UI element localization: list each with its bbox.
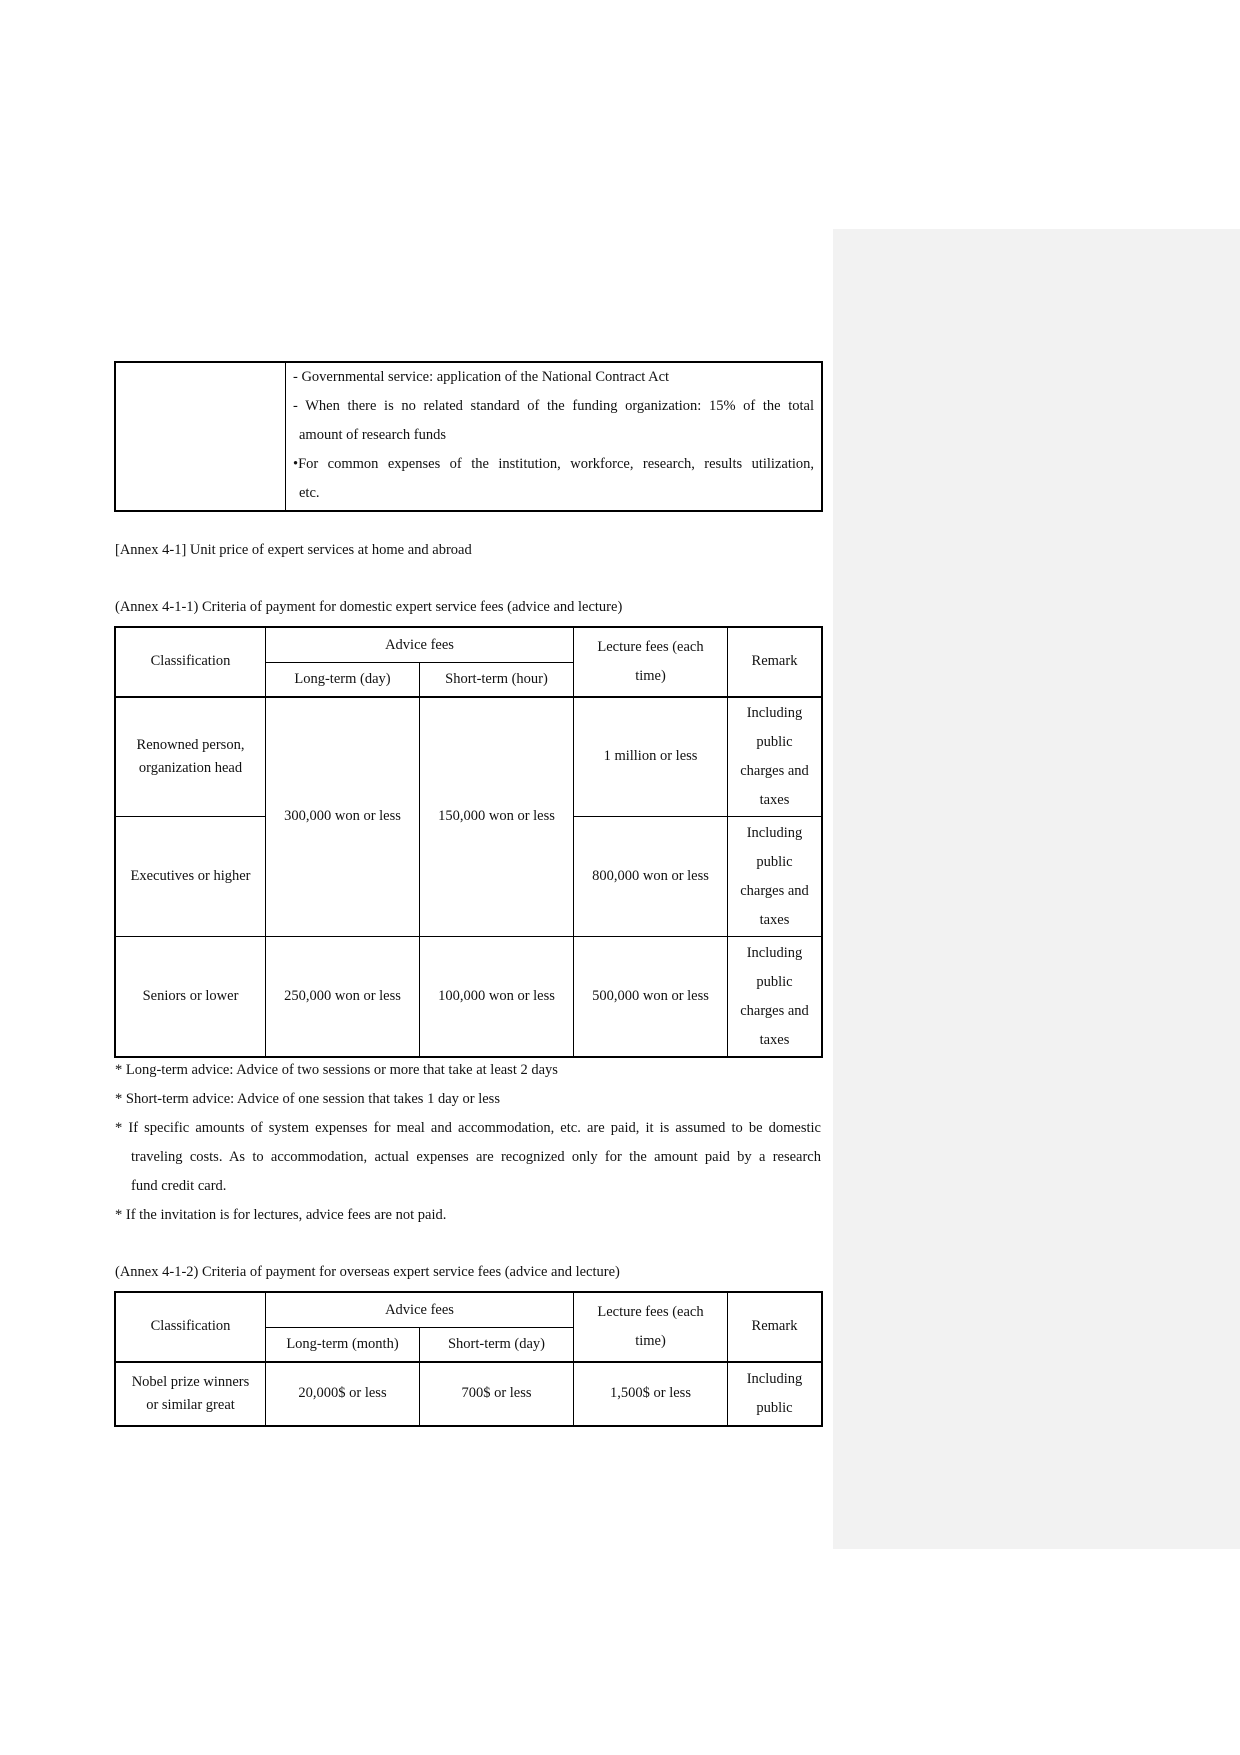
short-term-fee: 700$ or less	[420, 1362, 574, 1426]
comment-pane	[833, 229, 1240, 1549]
class-line: Renowned person,	[136, 736, 245, 753]
lecture-fee: 1 million or less	[574, 697, 728, 817]
header-advice-fees: Advice fees	[266, 628, 574, 663]
row-classification	[116, 697, 266, 817]
remark-line: taxes	[759, 911, 790, 928]
remark-line: Including	[746, 944, 803, 961]
continuation-table	[115, 362, 822, 511]
long-term-fee: 20,000$ or less	[266, 1362, 420, 1426]
header-classification: Classification	[116, 1293, 266, 1362]
lecture-fee: 1,500$ or less	[574, 1362, 728, 1426]
header-classification: Classification	[116, 628, 266, 697]
remark-line: public	[756, 853, 793, 870]
text-line: - Governmental service: application of the National Contract Act	[293, 369, 670, 385]
note-line: * If specific amounts of system expenses for meal and accommodation, etc. are paid, it is assumed to be domestic	[115, 1120, 821, 1136]
remark-line: Including	[746, 824, 803, 841]
note-line: * If the invitation is for lectures, advice fees are not paid.	[115, 1207, 447, 1223]
row-classification	[116, 1362, 266, 1426]
remark-line: charges and	[740, 882, 809, 899]
header-long-term: Long-term (day)	[266, 663, 420, 697]
remark-line: Including	[746, 1370, 803, 1387]
header-short-term: Short-term (day)	[420, 1328, 574, 1362]
remark-cell	[728, 697, 822, 817]
header-remark: Remark	[728, 1293, 822, 1362]
header-advice-fees: Advice fees	[266, 1293, 574, 1328]
annex-title: [Annex 4-1] Unit price of expert services at home and abroad	[115, 542, 472, 558]
overseas-caption: (Annex 4-1-2) Criteria of payment for overseas expert service fees (advice and lecture)	[115, 1264, 620, 1280]
text-line: amount of research funds	[299, 427, 446, 443]
remark-line: charges and	[740, 1002, 809, 1019]
remark-line: taxes	[759, 791, 790, 808]
short-term-fee: 100,000 won or less	[420, 937, 574, 1057]
empty-cell	[116, 363, 286, 511]
header-lecture-fees	[574, 628, 728, 697]
text-line: - When there is no related standard of the funding organization: 15% of the total	[293, 398, 814, 414]
header-remark: Remark	[728, 628, 822, 697]
row-classification: Seniors or lower	[116, 937, 266, 1057]
remark-line: charges and	[740, 762, 809, 779]
header-lecture-line: time)	[635, 667, 666, 684]
long-term-fee: 250,000 won or less	[266, 937, 420, 1057]
remark-cell	[728, 937, 822, 1057]
overseas-fee-table	[115, 1292, 822, 1426]
lecture-fee: 500,000 won or less	[574, 937, 728, 1057]
text-line: •For common expenses of the institution, workforce, research, results utilization,	[293, 456, 814, 472]
remark-line: Including	[746, 704, 803, 721]
class-line: or similar great	[146, 1396, 235, 1413]
header-long-term: Long-term (month)	[266, 1328, 420, 1362]
header-lecture-fees	[574, 1293, 728, 1362]
text-line: etc.	[299, 485, 320, 501]
header-lecture-line: time)	[635, 1332, 666, 1349]
header-lecture-line: Lecture fees (each	[597, 638, 704, 655]
domestic-fee-table	[115, 627, 822, 1057]
remark-line: public	[756, 1399, 793, 1416]
lecture-fee: 800,000 won or less	[574, 817, 728, 937]
merged-long-term-fee: 300,000 won or less	[266, 697, 420, 937]
remark-line: public	[756, 733, 793, 750]
note-line: * Short-term advice: Advice of one session that takes 1 day or less	[115, 1091, 500, 1107]
note-line: traveling costs. As to accommodation, actual expenses are recognized only for the amount paid by a research	[131, 1149, 821, 1165]
row-classification: Executives or higher	[116, 817, 266, 937]
note-line: fund credit card.	[131, 1178, 227, 1194]
note-line: * Long-term advice: Advice of two sessions or more that take at least 2 days	[115, 1062, 558, 1078]
header-lecture-line: Lecture fees (each	[597, 1303, 704, 1320]
class-line: organization head	[138, 759, 243, 776]
funding-standards-cell	[286, 363, 822, 511]
class-line: Nobel prize winners	[131, 1373, 250, 1390]
remark-line: taxes	[759, 1031, 790, 1048]
header-short-term: Short-term (hour)	[420, 663, 574, 697]
merged-short-term-fee: 150,000 won or less	[420, 697, 574, 937]
remark-line: public	[756, 973, 793, 990]
domestic-caption: (Annex 4-1-1) Criteria of payment for domestic expert service fees (advice and lecture)	[115, 599, 623, 615]
remark-cell	[728, 817, 822, 937]
remark-cell	[728, 1362, 822, 1426]
